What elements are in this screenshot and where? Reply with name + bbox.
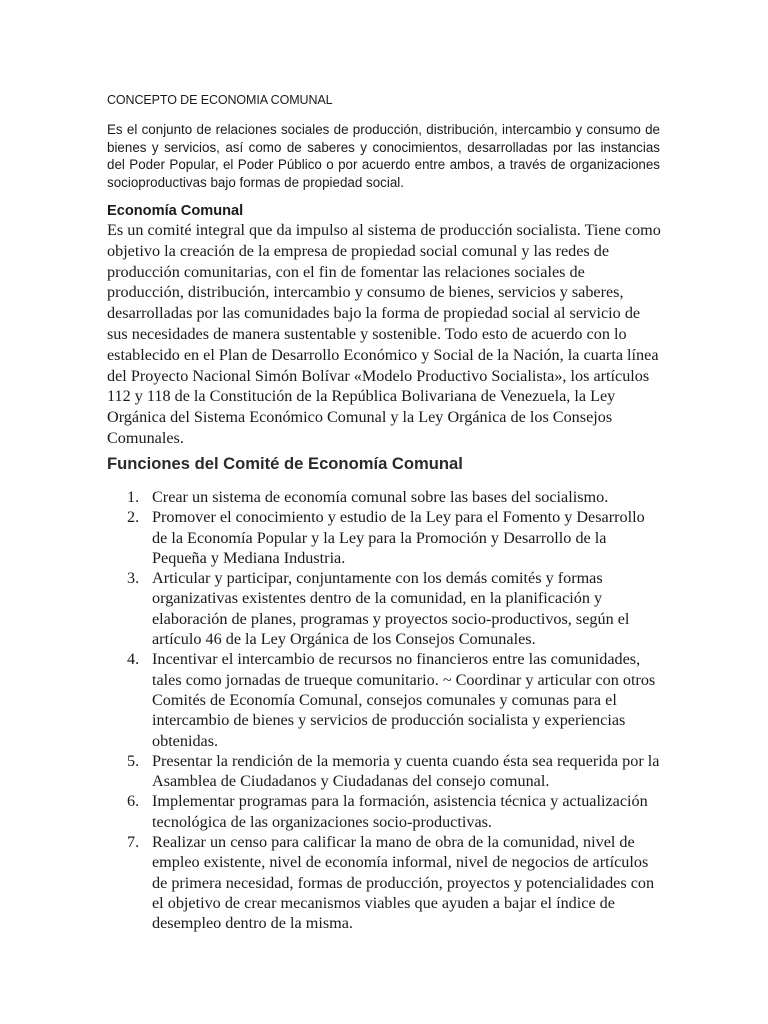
list-item-text: Articular y participar, conjuntamente con los demás comités y formas organizativas existentes dentro de la comunidad, en la planificación y elaboración de planes, programas y proyectos socio-productivos, según el artículo 46 de la Ley Orgánica de los Consejos Comunales. (152, 569, 630, 649)
concepto-paragraph: Es el conjunto de relaciones sociales de producción, distribución, intercambio y consumo de bienes y servicios, así como de saberes y conocimientos, desarrolladas por las instancias del Poder Popular, el Poder Público o por acuerdo entre ambos, a través de organizaciones socioproductivas bajo formas de propiedad social. (107, 122, 660, 190)
list-item (107, 751, 663, 792)
funciones-list (107, 487, 663, 934)
economia-comunal-heading: Economía Comunal (107, 203, 244, 219)
list-item (107, 832, 663, 933)
list-item-number: 5. (127, 751, 140, 770)
list-item (107, 487, 663, 507)
list-item-number: 6. (127, 792, 140, 811)
list-item (107, 649, 663, 750)
concepto-title: CONCEPTO DE ECONOMIA COMUNAL (107, 93, 333, 107)
list-item-number: 7. (127, 833, 140, 852)
list-item-text: Realizar un censo para calificar la mano de obra de la comunidad, nivel de empleo existente, nivel de economía informal, nivel de negocios de artículos de primera necesidad, formas de producción, proyectos y potencialidades con el objetivo de crear mecanismos viables que ayuden a bajar el índice de desempleo dentro de la misma. (152, 833, 655, 933)
list-item-number: 3. (127, 569, 140, 588)
list-item-text: Implementar programas para la formación, asistencia técnica y actualización tecnológica de las organizaciones socio-productivas. (152, 792, 648, 831)
list-item-number: 4. (127, 650, 140, 669)
list-item-text: Incentivar el intercambio de recursos no financieros entre las comunidades, tales como jornadas de trueque comunitario. ~ Coordinar y articular con otros Comités de Economía Comunal, consejos comunales y comunas para el intercambio de bienes y servicios de producción socialista y experiencias obtenidas. (152, 650, 656, 750)
economia-comunal-paragraph: Es un comité integral que da impulso al sistema de producción socialista. Tiene como objetivo la creación de la empresa de propiedad social comunal y las redes de producción comunitarias, con el fin de fomentar las relaciones sociales de producción, distribución, intercambio y consumo de bienes, servicios y saberes, desarrolladas por las comunidades bajo la forma de propiedad social al servicio de sus necesidades de manera sustentable y sostenible. Todo esto de acuerdo con lo establecido en el Plan de Desarrollo Económico y Social de la Nación, la cuarta línea del Proyecto Nacional Simón Bolívar «Modelo Productivo Socialista», los artículos 112 y 118 de la Constitución de la República Bolivariana de Venezuela, la Ley Orgánica del Sistema Económico Comunal y la Ley Orgánica de los Consejos Comunales. (107, 221, 661, 447)
list-item-number: 2. (127, 508, 140, 527)
list-item-number: 1. (127, 488, 140, 506)
list-item (107, 791, 663, 832)
list-item-text: Crear un sistema de economía comunal sobre las bases del socialismo. (152, 488, 609, 506)
list-item (107, 568, 663, 649)
funciones-heading: Funciones del Comité de Economía Comunal (107, 454, 463, 473)
list-item (107, 507, 663, 568)
list-item-text: Promover el conocimiento y estudio de la Ley para el Fomento y Desarrollo de la Economía Popular y la Ley para la Promoción y Desarrollo de la Pequeña y Mediana Industria. (152, 508, 645, 567)
list-item-text: Presentar la rendición de la memoria y cuenta cuando ésta sea requerida por la Asamblea de Ciudadanos y Ciudadanas del consejo comunal. (152, 751, 660, 791)
